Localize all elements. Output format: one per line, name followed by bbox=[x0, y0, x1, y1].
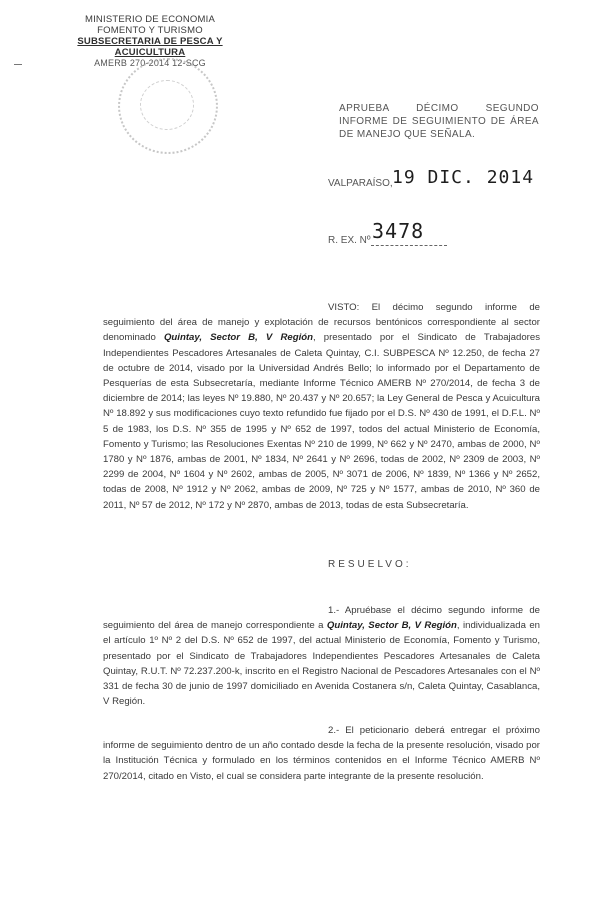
article-1-rest: , individualizada en el artículo 1º Nº 2 del D.S. Nº 652 de 1997, del actual Ministerio de Economía, Fomento y Turismo, presentado por el Sindicato de Trabajadores Independientes Pescadores Artesanales de Caleta Quintay, R.U.T. Nº 72.237.200-k, inscrito en el Registro Nacional de Pescadores Artesanales con el Nº 331 de fecha 30 de junio de 1997 domiciliado en Avenida Costanera s/n, Caleta Quintay, Casablanca, V Región. bbox=[103, 620, 540, 708]
rex-number: 3478 bbox=[372, 219, 425, 243]
rex-label: R. EX. Nº bbox=[328, 235, 371, 246]
resolution-date: 19 DIC. 2014 bbox=[392, 167, 535, 188]
official-seal bbox=[118, 58, 218, 154]
article-1-lead: 1.- Apruébase el décimo segundo informe de seguimiento del área de manejo correspondiente a bbox=[103, 605, 540, 632]
ministry-subtitle: FOMENTO Y TURISMO bbox=[97, 25, 203, 36]
ministry-name: MINISTERIO DE ECONOMIA bbox=[84, 14, 216, 25]
article-1-sector: Quintay, Sector B, V Región bbox=[326, 620, 457, 632]
subsecretaria-name: SUBSECRETARIA DE PESCA Y ACUICULTURA bbox=[77, 36, 223, 58]
place-label: VALPARAÍSO, bbox=[328, 178, 393, 189]
margin-mark bbox=[14, 64, 22, 65]
resolution-title: APRUEBA DÉCIMO SEGUNDO INFORME DE SEGUIMIENTO DE ÁREA DE MANEJO QUE SEÑALA. bbox=[339, 103, 539, 140]
rex-underline bbox=[371, 245, 447, 246]
document-reference: AMERB 270-2014 12-SCG bbox=[94, 58, 206, 68]
visto-sector: Quintay, Sector B, V Región bbox=[163, 332, 313, 344]
visto-lead: VISTO: El décimo segundo informe de seguimiento del área de manejo y explotación de recursos bentónicos correspondiente al sector denominado bbox=[103, 302, 540, 344]
resuelvo-heading: RESUELVO: bbox=[328, 559, 412, 570]
article-2: 2.- El peticionario deberá entregar el próximo informe de seguimiento dentro de un año contado desde la fecha de la presente resolución, visado por la Institución Técnica y formulado en los términos contenidos en el Informe Técnico AMERB Nº 270/2014, citado en Visto, el cual se considera parte integrante de la presente resolución. bbox=[103, 725, 540, 782]
visto-paragraph bbox=[103, 300, 540, 513]
article-1 bbox=[103, 603, 540, 709]
visto-rest: , presentado por el Sindicato de Trabajadores Independientes Pescadores Artesanales de Caleta Quintay, C.I. SUBPESCA Nº 12.250, de fecha 27 de octubre de 2014, visado por la Universidad Andrés Bello; lo informado por el Departamento de Pesquerías de esta Subsecretaría, mediante Informe Técnico AMERB Nº 270/2014, de fecha 3 de diciembre de 2014; las leyes Nº 19.880, Nº 20.437 y Nº 20.657; la Ley General de Pesca y Acuicultura Nº 18.892 y sus modificaciones cuyo texto refundido fue fijado por el D.S. Nº 430 de 1991, el D.F.L. Nº 5 de 1983, los D.S. Nº 355 de 1995 y Nº 652 de 1997, todos del actual Ministerio de Economía, Fomento y Turismo; las Resoluciones Exentas Nº 210 de 1999, Nº 662 y Nº 2470, ambas de 2000, Nº 1780 y Nº 1876, ambas de 2001, Nº 1834, Nº 2641 y Nº 2696, todas de 2002, Nº 2309 de 2003, Nº 2299 de 2004, Nº 1604 y Nº 2602, ambas de 2005, Nº 3071 de 2006, Nº 1839, Nº 1366 y Nº 2652, todas de 2008, Nº 1912 y Nº 2062, ambas de 2009, Nº 725 y Nº 1577, ambas de 2010, Nº 360 de 2011, Nº 57 de 2012, Nº 172 y Nº 2870, ambas de 2013, todas de esta Subsecretaría. bbox=[103, 332, 540, 511]
